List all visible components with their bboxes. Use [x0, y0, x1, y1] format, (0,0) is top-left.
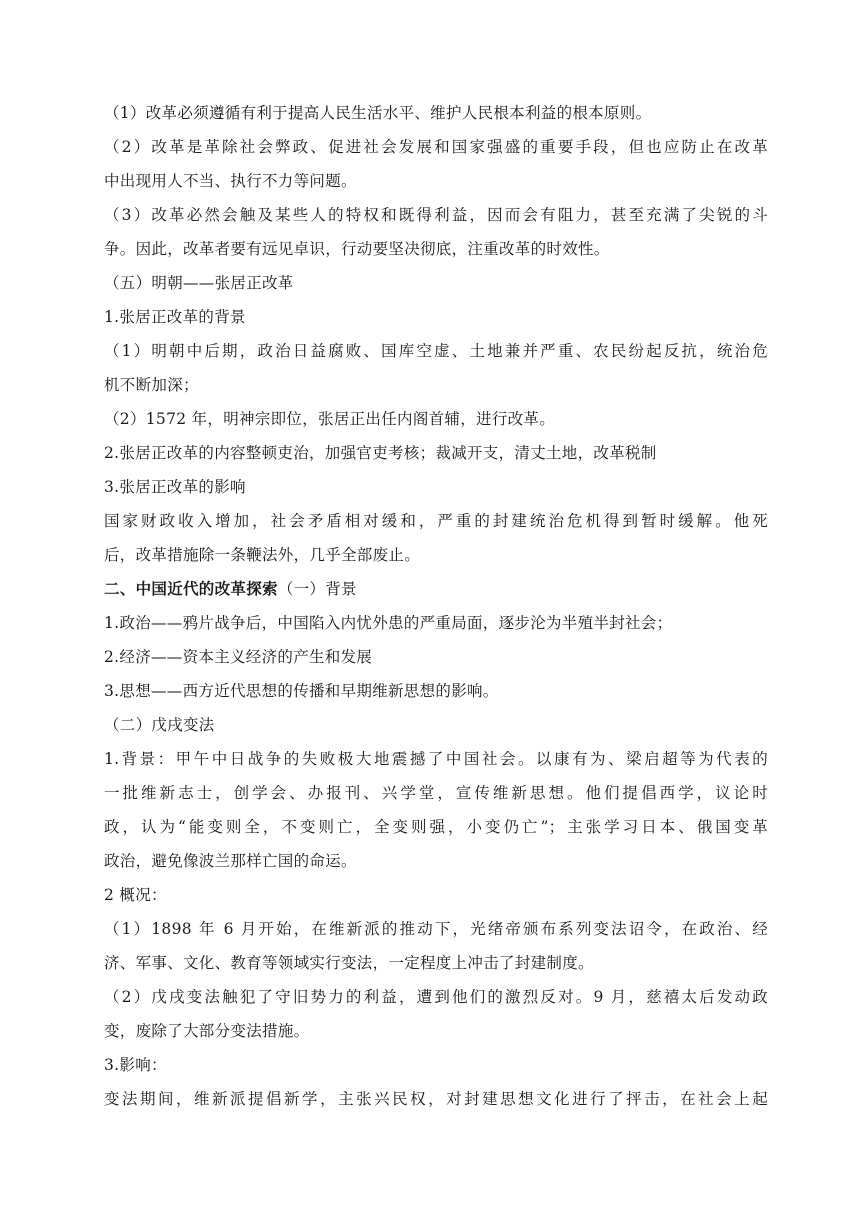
text-line: （3）改革必然会触及某些人的特权和既得利益，因而会有阻力，甚至充满了尖锐的斗 — [104, 206, 768, 224]
text-line: 政，认为“能变则全，不变则亡，全变则强，小变仍亡”；主张学习日本、俄国变革 — [104, 818, 768, 836]
text-line: （2）戊戌变法触犯了守旧势力的利益，遭到他们的激烈反对。9 月，慈禧太后发动政 — [104, 988, 768, 1006]
text-line: 后，改革措施除一条鞭法外，几乎全部废止。 — [104, 546, 421, 564]
subsection-heading: 3.张居正改革的影响 — [104, 478, 246, 496]
section-heading: （二）戊戌变法 — [104, 716, 215, 734]
chapter-heading — [104, 572, 768, 606]
subsection-heading: 1.张居正改革的背景 — [104, 308, 246, 326]
text-line: 变，废除了大部分变法措施。 — [104, 1022, 310, 1040]
text-line: （2）1572 年，明神宗即位，张居正出任内阁首辅，进行改革。 — [104, 410, 556, 428]
text-line: 机不断加深； — [104, 376, 199, 394]
text-line: 2.经济——资本主义经济的产生和发展 — [104, 648, 373, 666]
text-line: 一批维新志士，创学会、办报刊、兴学堂，宣传维新思想。他们提倡西学，议论时 — [104, 784, 768, 802]
text-line: 国家财政收入增加，社会矛盾相对缓和，严重的封建统治危机得到暂时缓解。他死 — [104, 512, 768, 530]
section-heading: （一）背景 — [277, 580, 357, 598]
text-line: 3.思想——西方近代思想的传播和早期维新思想的影响。 — [104, 682, 499, 700]
section-heading: （五）明朝——张居正改革 — [104, 274, 294, 292]
text-line: 政治，避免像波兰那样亡国的命运。 — [104, 852, 357, 870]
text-line: （1）1898 年 6 月开始，在维新派的推动下，光绪帝颁布系列变法诏令，在政治、经 — [104, 920, 768, 938]
text-line: 1.政治——鸦片战争后，中国陷入内忧外患的严重局面，逐步沦为半殖半封社会； — [104, 614, 673, 632]
text-line: （1）明朝中后期，政治日益腐败、国库空虚、土地兼并严重、农民纷起反抗，统治危 — [104, 342, 768, 360]
chapter-title: 二、中国近代的改革探索 — [104, 580, 278, 598]
text-line: 争。因此，改革者要有远见卓识，行动要坚决彻底，注重改革的时效性。 — [104, 240, 610, 258]
text-line: 中出现用人不当、执行不力等问题。 — [104, 172, 357, 190]
text-line: 变法期间，维新派提倡新学，主张兴民权，对封建思想文化进行了抨击，在社会上起 — [104, 1090, 768, 1108]
text-line: 济、军事、文化、教育等领域实行变法，一定程度上冲击了封建制度。 — [104, 954, 594, 972]
document-page — [104, 96, 768, 1116]
subsection-heading: 2 概况： — [104, 886, 167, 904]
text-line: 1.背景：甲午中日战争的失败极大地震撼了中国社会。以康有为、梁启超等为代表的 — [104, 750, 768, 768]
text-line: （1）改革必须遵循有利于提高人民生活水平、维护人民根本利益的根本原则。 — [104, 104, 652, 122]
text-line: （2）改革是革除社会弊政、促进社会发展和国家强盛的重要手段，但也应防止在改革 — [104, 138, 768, 156]
subsection-heading: 3.影响： — [104, 1056, 167, 1074]
text-line: 2.张居正改革的内容整顿吏治，加强官吏考核；裁减开支，清丈土地，改革税制 — [104, 444, 657, 462]
